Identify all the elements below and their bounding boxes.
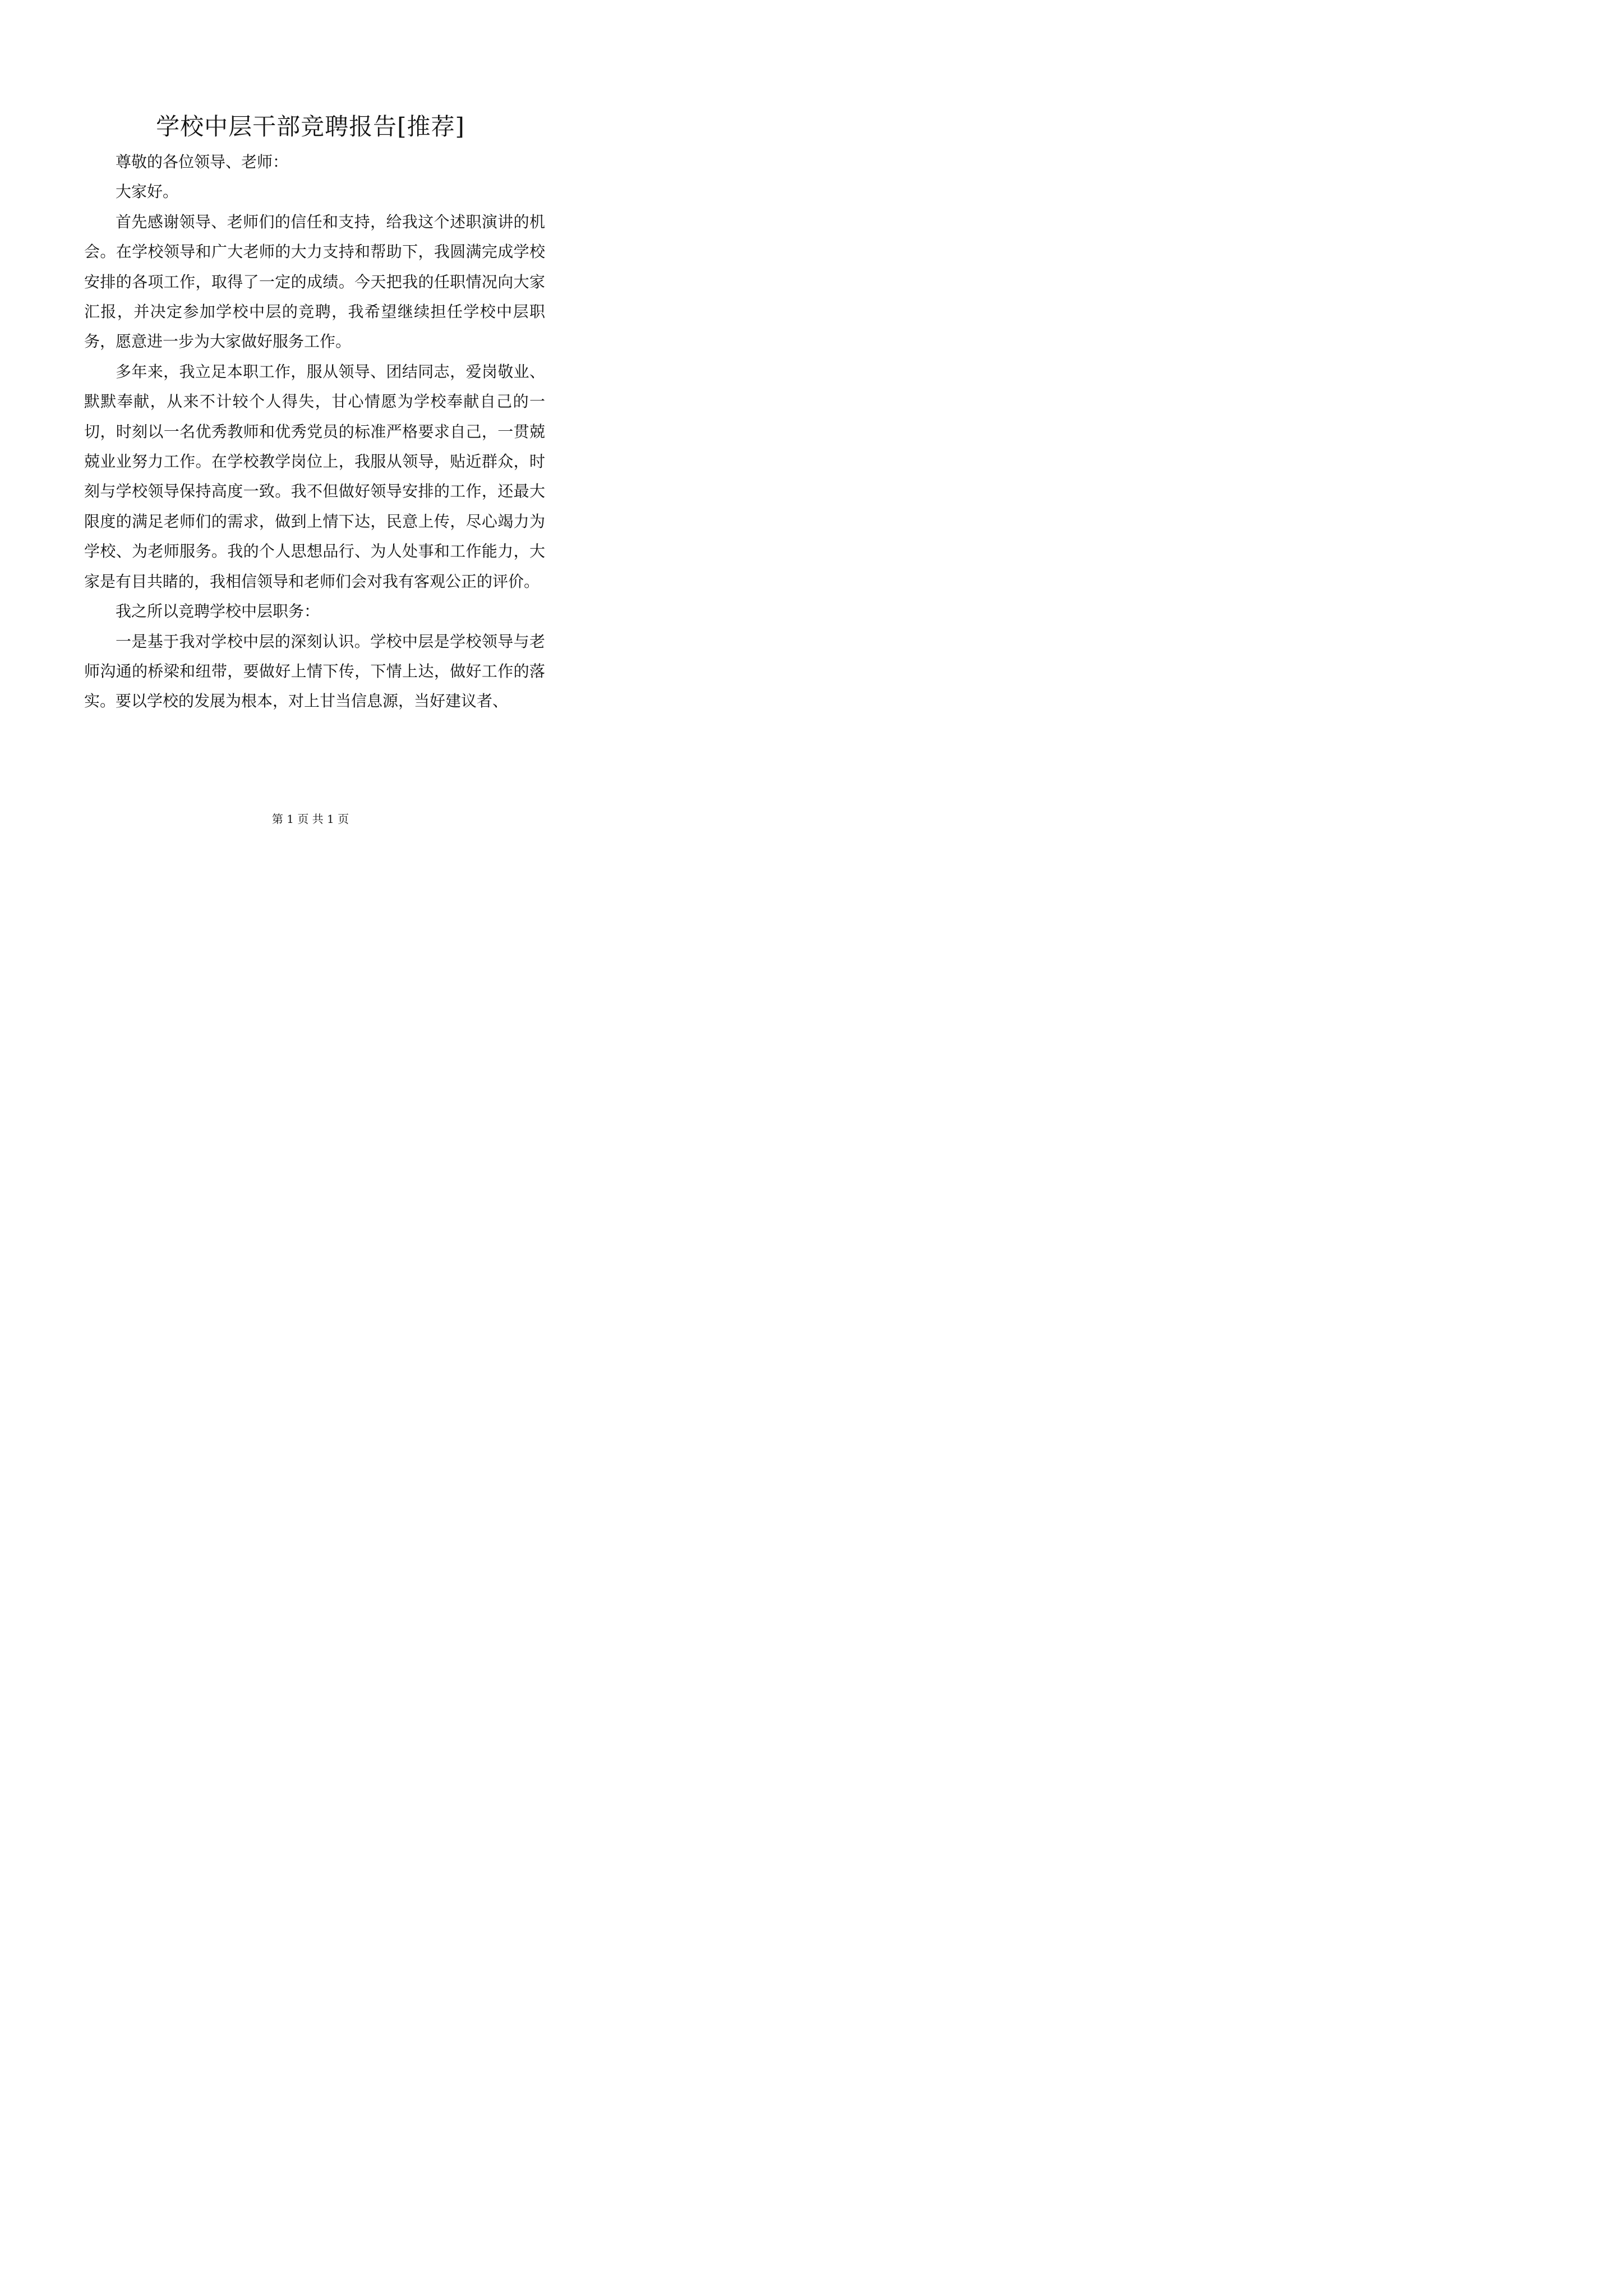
page-footer: 第 1 页 共 1 页 [271, 812, 349, 826]
document-body [84, 147, 545, 716]
body-paragraph: 一是基于我对学校中层的深刻认识。学校中层是学校领导与老师沟通的桥梁和纽带，要做好上情下传，下情上达，做好工作的落实。要以学校的发展为根本，对上甘当信息源，当好建议者、 [84, 632, 545, 711]
body-paragraph: 我之所以竞聘学校中层职务： [116, 602, 320, 621]
body-paragraph: 首先感谢领导、老师们的信任和支持，给我这个述职演讲的机会。在学校领导和广大老师的大力支持和帮助下，我圆满完成学校安排的各项工作，取得了一定的成绩。今天把我的任职情况向大家汇报，并决定参加学校中层的竞聘，我希望继续担任学校中层职务，愿意进一步为大家做好服务工作。 [84, 212, 545, 351]
document-title: 学校中层干部竞聘报告[推荐] [156, 113, 465, 140]
document-page [0, 0, 621, 878]
body-paragraph: 多年来，我立足本职工作，服从领导、团结同志，爱岗敬业、默默奉献，从来不计较个人得失，甘心情愿为学校奉献自己的一切，时刻以一名优秀教师和优秀党员的标准严格要求自己，一贯兢兢业业努力工作。在学校教学岗位上，我服从领导，贴近群众，时刻与学校领导保持高度一致。我不但做好领导安排的工作，还最大限度的满足老师们的需求，做到上情下达，民意上传，尽心竭力为学校、为老师服务。我的个人思想品行、为人处事和工作能力，大家是有目共睹的，我相信领导和老师们会对我有客观公正的评价。 [84, 362, 545, 591]
salutation-paragraph: 尊敬的各位领导、老师： [116, 153, 289, 171]
greeting-paragraph: 大家好。 [116, 182, 179, 201]
